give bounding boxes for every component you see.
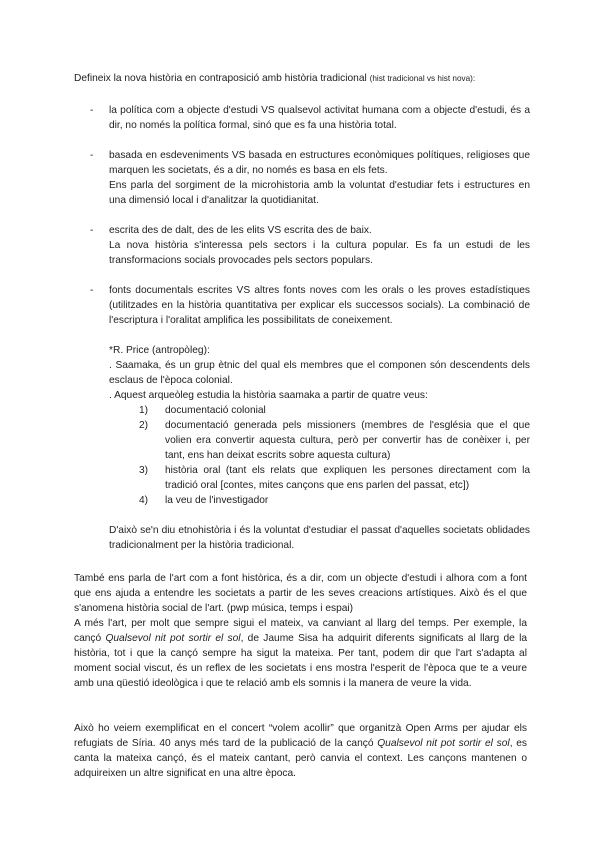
bullet-dash: - bbox=[90, 105, 94, 116]
list-item-text: escrita des de dalt, des de les elits VS escrita des de baix. bbox=[109, 225, 372, 236]
list-item-extra: Ens parla del sorgiment de la microhistoria amb la voluntat d'estudiar fets i estructures en una dimensió local i d'analitzar la quotidianitat. bbox=[109, 180, 530, 206]
list-item-text: basada en esdeveniments VS basada en estructures econòmiques polítiques, religioses que marquen les societats, és a dir, no només es basa en els fets. bbox=[109, 150, 530, 176]
comparison-list bbox=[90, 103, 530, 568]
art-paragraph-a: També ens parla de l'art com a font històrica, és a dir, com un objecte d'estudi i alhora com a font que ens ajuda a entendre les societats a partir de les seves creacions artístiques. Això és el que s'anomena història social de l'art. (pwp música, temps i espai) bbox=[74, 573, 527, 614]
veu-item bbox=[139, 463, 530, 493]
intro-line bbox=[74, 71, 544, 86]
price-note bbox=[109, 343, 530, 553]
list-item bbox=[90, 103, 530, 133]
veu-item bbox=[139, 418, 530, 463]
veu-text: documentació generada pels missioners (membres de l'església que el que volien era convertir aquesta cultura, però per convertir has de conèixer i, per tant, ens han deixat escrits sobre aquesta cultura) bbox=[165, 420, 530, 461]
concert-paragraph-b: , es canta la mateixa cançó, és el mateix cantant, però canvia el context. Les cançons mantenen o adquireixen un altre significat en una altre època. bbox=[74, 738, 528, 779]
price-heading: *R. Price (antropòleg): bbox=[109, 345, 210, 356]
list-item-text: fonts documentals escrites VS altres fonts noves com les orals o les proves estadístiques (utilitzades en la història quantitativa per explicar els successos socials). La combinació de l'escriptura i l'oralitat amplifica les possibilitats de coneixement. bbox=[109, 285, 530, 326]
bullet-dash: - bbox=[90, 150, 94, 161]
concert-paragraph bbox=[74, 721, 527, 781]
concert-paragraph-a: Això ho veiem exemplificat en el concert “volem acollir” que organitzà Open Arms per ajudar els refugiats de Síria. 40 anys més tard de la publicació de la cançó bbox=[74, 723, 527, 749]
etnohistoria-conclusion: D'això se'n diu etnohistòria i és la voluntat d'estudiar el passat d'aquelles societats oblidades tradicionalment per la història tradicional. bbox=[109, 525, 530, 551]
veu-item bbox=[139, 493, 530, 508]
list-item bbox=[90, 148, 530, 208]
veu-text: la veu de l'investigador bbox=[165, 495, 269, 506]
veu-number: 1) bbox=[139, 405, 149, 416]
list-item-extra: La nova història s'interessa pels sectors i la cultura popular. Es fa un estudi de les transformacions socials provocades pels sectors populars. bbox=[109, 240, 530, 266]
price-line-2: . Aquest arqueòleg estudia la història saamaka a partir de quatre veus: bbox=[109, 390, 428, 401]
intro-note: (hist tradicional vs hist nova): bbox=[369, 74, 476, 83]
veu-number: 2) bbox=[139, 420, 149, 431]
art-paragraph bbox=[74, 571, 527, 691]
list-item-text: la política com a objecte d'estudi VS qualsevol activitat humana com a objecte d'estudi, és a dir, no només la política formal, sinó que es fa una història total. bbox=[109, 105, 530, 131]
price-line-1: . Saamaka, és un grup ètnic del qual els membres que el componen són descendents dels esclaus de l'època colonial. bbox=[109, 360, 530, 386]
intro-text: Defineix la nova història en contraposició amb història tradicional bbox=[74, 73, 370, 84]
list-item bbox=[90, 223, 530, 268]
veu-number: 3) bbox=[139, 465, 149, 476]
veu-number: 4) bbox=[139, 495, 149, 506]
art-paragraph-b bbox=[74, 616, 527, 691]
art-paragraph-b2: , de Jaume Sisa ha adquirit diferents significats al llarg de la història, tot i que la cançó sempre ha sigut la mateixa. Per tant, podem dir que l'art s'adapta al moment social viscut, és un reflex de les societats i ens mostra l'esperit de l'època que te a veure amb una qüestió ideològica i que te relació amb els somnis i la manera de veure la vida. bbox=[74, 633, 527, 689]
veu-item bbox=[139, 403, 530, 418]
bullet-dash: - bbox=[90, 225, 94, 236]
song-title: Qualsevol nit pot sortir el sol bbox=[377, 738, 510, 749]
song-title: Qualsevol nit pot sortir el sol bbox=[105, 633, 241, 644]
art-paragraph-b1: A més l'art, per molt que sempre sigui el mateix, va canviant al llarg del temps. Per exemple, la cançó bbox=[74, 618, 527, 644]
list-item bbox=[90, 283, 530, 553]
veu-text: història oral (tant els relats que expliquen les persones directament com la tradició oral [contes, mites cançons que ens parlen del passat, etc]) bbox=[165, 465, 530, 491]
veus-list bbox=[109, 403, 530, 508]
bullet-dash: - bbox=[90, 285, 94, 296]
veu-text: documentació colonial bbox=[165, 405, 266, 416]
